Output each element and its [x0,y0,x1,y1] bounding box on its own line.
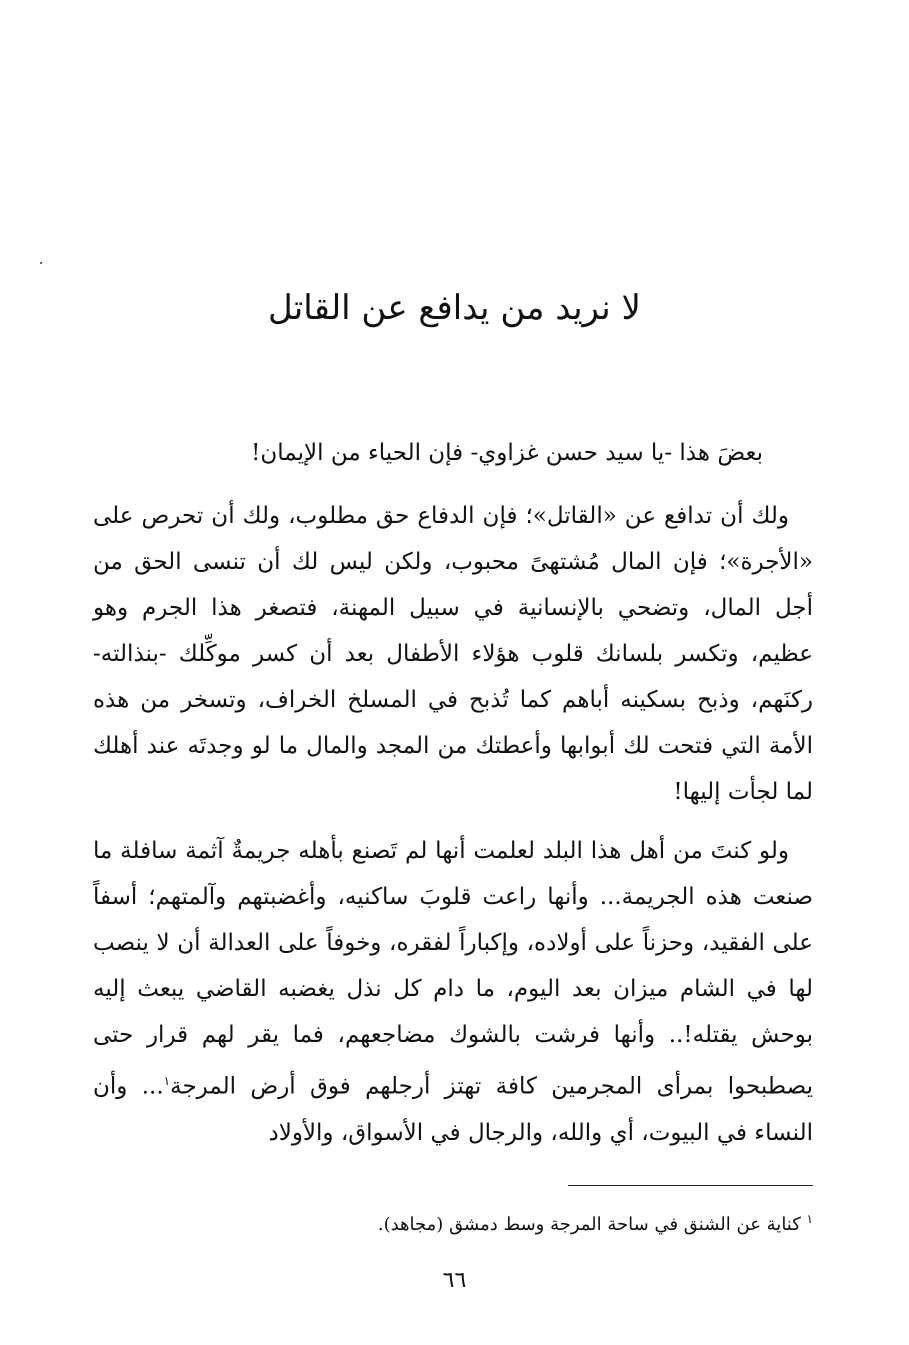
paragraph-2-part-2: ... وأن النساء في البيوت، أي والله، والرجال في الأسواق، والأولاد [93,1073,813,1146]
lead-sentence: بعضَ هذا -يا سيد حسن غزاوي- فإن الحياء من الإيمان! [251,440,763,466]
footnote [113,1204,813,1240]
paragraph-1: ولك أن تدافع عن «القاتل»؛ فإن الدفاع حق مطلوب، ولك أن تحرص على «الأجرة»؛ فإن المال مُشتهىً محبوب، ولكن ليس لك أن تنسى الحق من أجل المال، وتضحي بالإنسانية في سبيل المهنة، فتصغر هذا الجرم وهو عظيم، وتكسر بلسانك قلوب هؤلاء الأطفال بعد أن كسر موكِّلك -بنذالته- ركنَهم، وذبح بسكينه أباهم كما تُذبح في المسلخ الخراف، وتسخر من هذه الأمة التي فتحت لك أبوابها وأعطتك من المجد والمال ما لو وجدتَه عند أهلك لما لجأت إليها! [93,503,813,805]
page-title: لا نريد من يدافع عن القاتل [268,288,641,328]
footnote-reference[interactable]: ١ [163,1074,171,1088]
paragraph-2-part-1: ولو كنتَ من أهل هذا البلد لعلمت أنها لم تَصنع بأهله جريمةٌ آثمة سافلة ما صنعت هذه الجريمة... وأنها راعت قلوبَ ساكنيه، وأغضبتهم وآلمتهم؛ أسفاً على الفقيد، وحزناً على أولاده، وإكباراً لفقره، وخوفاً على العدالة أن لا ينصب لها في الشام ميزان بعد اليوم، ما دام كل نذل يغضبه القاضي يبعث إليه بوحش يقتله!.. وأنها فرشت بالشوك مضاجعهم، فما يقر لهم قرار حتى يصطبحوا بمرأى المجرمين كافة تهتز أرجلهم فوق أرض المرجة [93,838,813,1100]
scan-speck [40,262,42,264]
footnote-text: كناية عن الشنق في ساحة المرجة وسط دمشق (مجاهد). [377,1214,801,1235]
footnote-marker: ١ [806,1212,813,1226]
page-number: ٦٦ [442,1268,467,1293]
paragraph-2 [93,828,813,1156]
footnote-divider [568,1185,813,1186]
